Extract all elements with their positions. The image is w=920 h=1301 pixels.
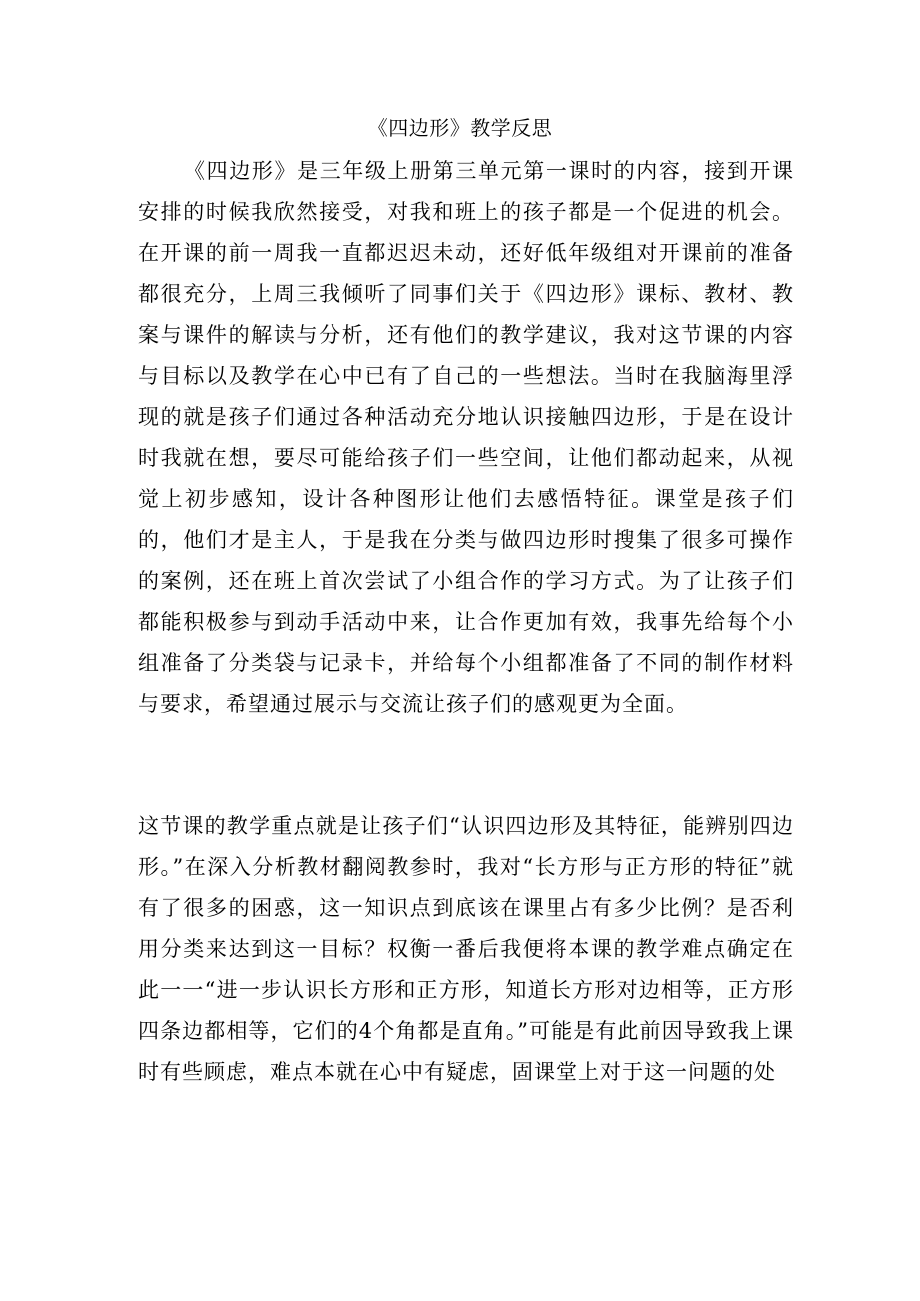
paragraph-2: 这节课的教学重点就是让孩子们“认识四边形及其特征，能辨别四边形。”在深入分析教材翻阅教参时，我对“长方形与正方形的特征”就有了很多的困惑，这一知识点到底该在课里占有多少比例？是否利用分类来达到这一目标？权衡一番后我便将本课的教学难点确定在此一一“进一步认识长方形和正方形，知道长方形对边相等，正方形四条边都相等，它们的4个角都是直角。”可能是有此前因导致我上课时有些顾虑，难点本就在心中有疑虑，固课堂上对于这一问题的处 bbox=[138, 814, 794, 1084]
document-title: 《四边形》教学反思 bbox=[367, 116, 553, 140]
paragraph-1: 《四边形》是三年级上册第三单元第一课时的内容，接到开课安排的时候我欣然接受，对我和班上的孩子都是一个促进的机会。在开课的前一周我一直都迟迟未动，还好低年级组对开课前的准备都很充分，上周三我倾听了同事们关于《四边形》课标、教材、教案与课件的解读与分析，还有他们的教学建议，我对这节课的内容与目标以及教学在心中已有了自己的一些想法。当时在我脑海里浮现的就是孩子们通过各种活动充分地认识接触四边形，于是在设计时我就在想，要尽可能给孩子们一些空间，让他们都动起来，从视觉上初步感知，设计各种图形让他们去感悟特征。课堂是孩子们的，他们才是主人，于是我在分类与做四边形时搜集了很多可操作的案例，还在班上首次尝试了小组合作的学习方式。为了让孩子们都能积极参与到动手活动中来，让合作更加有效，我事先给每个小组准备了分类袋与记录卡，并给每个小组都准备了不同的制作材料与要求，希望通过展示与交流让孩子们的感观更为全面。 bbox=[138, 159, 794, 716]
